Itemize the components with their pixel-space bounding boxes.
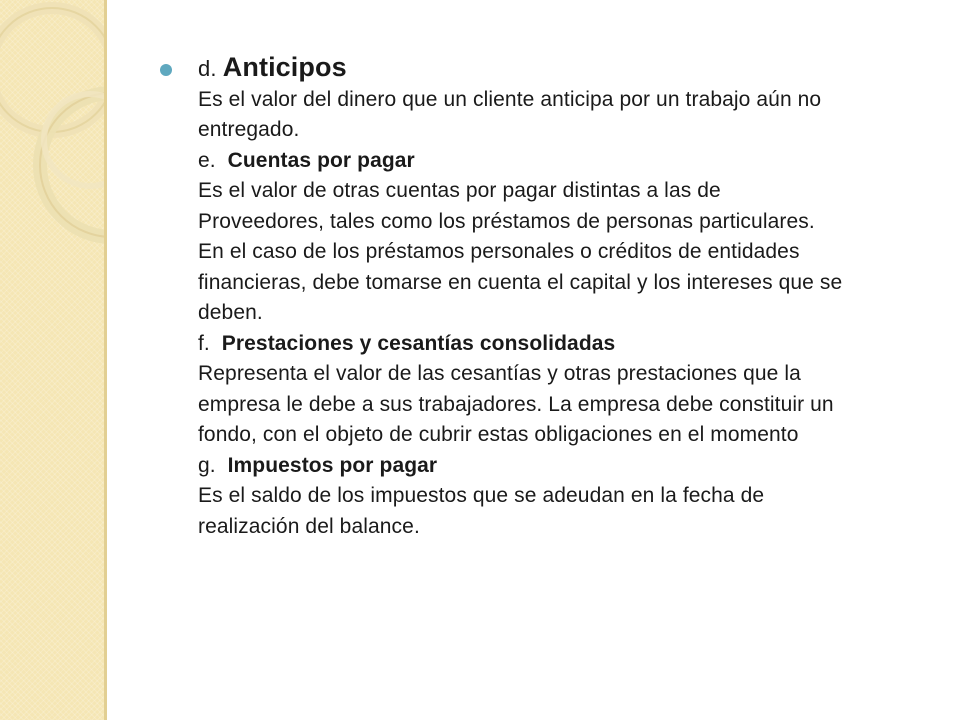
section-d-heading [198,52,940,85]
section-e-heading [198,146,940,177]
section-g-prefix: g. [198,453,216,477]
section-f-body-line-1: Representa el valor de las cesantías y otras prestaciones que la [198,362,801,385]
section-f-prefix: f. [198,331,210,355]
section-f-body-line-3: fondo, con el objeto de cubrir estas obligaciones en el momento [198,423,799,446]
section-g-title: Impuestos por pagar [227,453,438,477]
content-area [160,52,940,542]
section-d-body-line-2: entregado. [198,118,300,141]
decorative-side-panel [0,0,104,720]
bullet-icon [160,64,172,76]
section-g-body-line-2: realización del balance. [198,514,420,538]
section-e-body-line-2: Proveedores, tales como los préstamos de personas particulares. [198,209,815,233]
section-g-heading [198,451,940,482]
section-g-body-line-1: Es el saldo de los impuestos que se adeudan en la fecha de [198,484,765,507]
section-f-heading [198,329,940,360]
section-d-title: Anticipos [222,52,347,82]
section-e-body-line-5: deben. [198,301,263,324]
section-e-title: Cuentas por pagar [227,148,415,172]
section-f-title: Prestaciones y cesantías consolidadas [221,331,616,355]
section-d-body-line-1: Es el valor del dinero que un cliente anticipa por un trabajo aún no [198,87,822,111]
panel-divider [104,0,107,720]
bullet-text [198,52,940,542]
decorative-rings [0,0,104,720]
section-d-prefix: d. [198,56,217,81]
section-e-prefix: e. [198,148,216,172]
section-f-body-line-2: empresa le debe a sus trabajadores. La empresa debe constituir un [198,392,834,416]
section-e-body-line-4: financieras, debe tomarse en cuenta el capital y los intereses que se [198,270,843,294]
section-e-body-line-3: En el caso de los préstamos personales o créditos de entidades [198,240,800,263]
section-e-body-line-1: Es el valor de otras cuentas por pagar distintas a las de [198,179,721,202]
